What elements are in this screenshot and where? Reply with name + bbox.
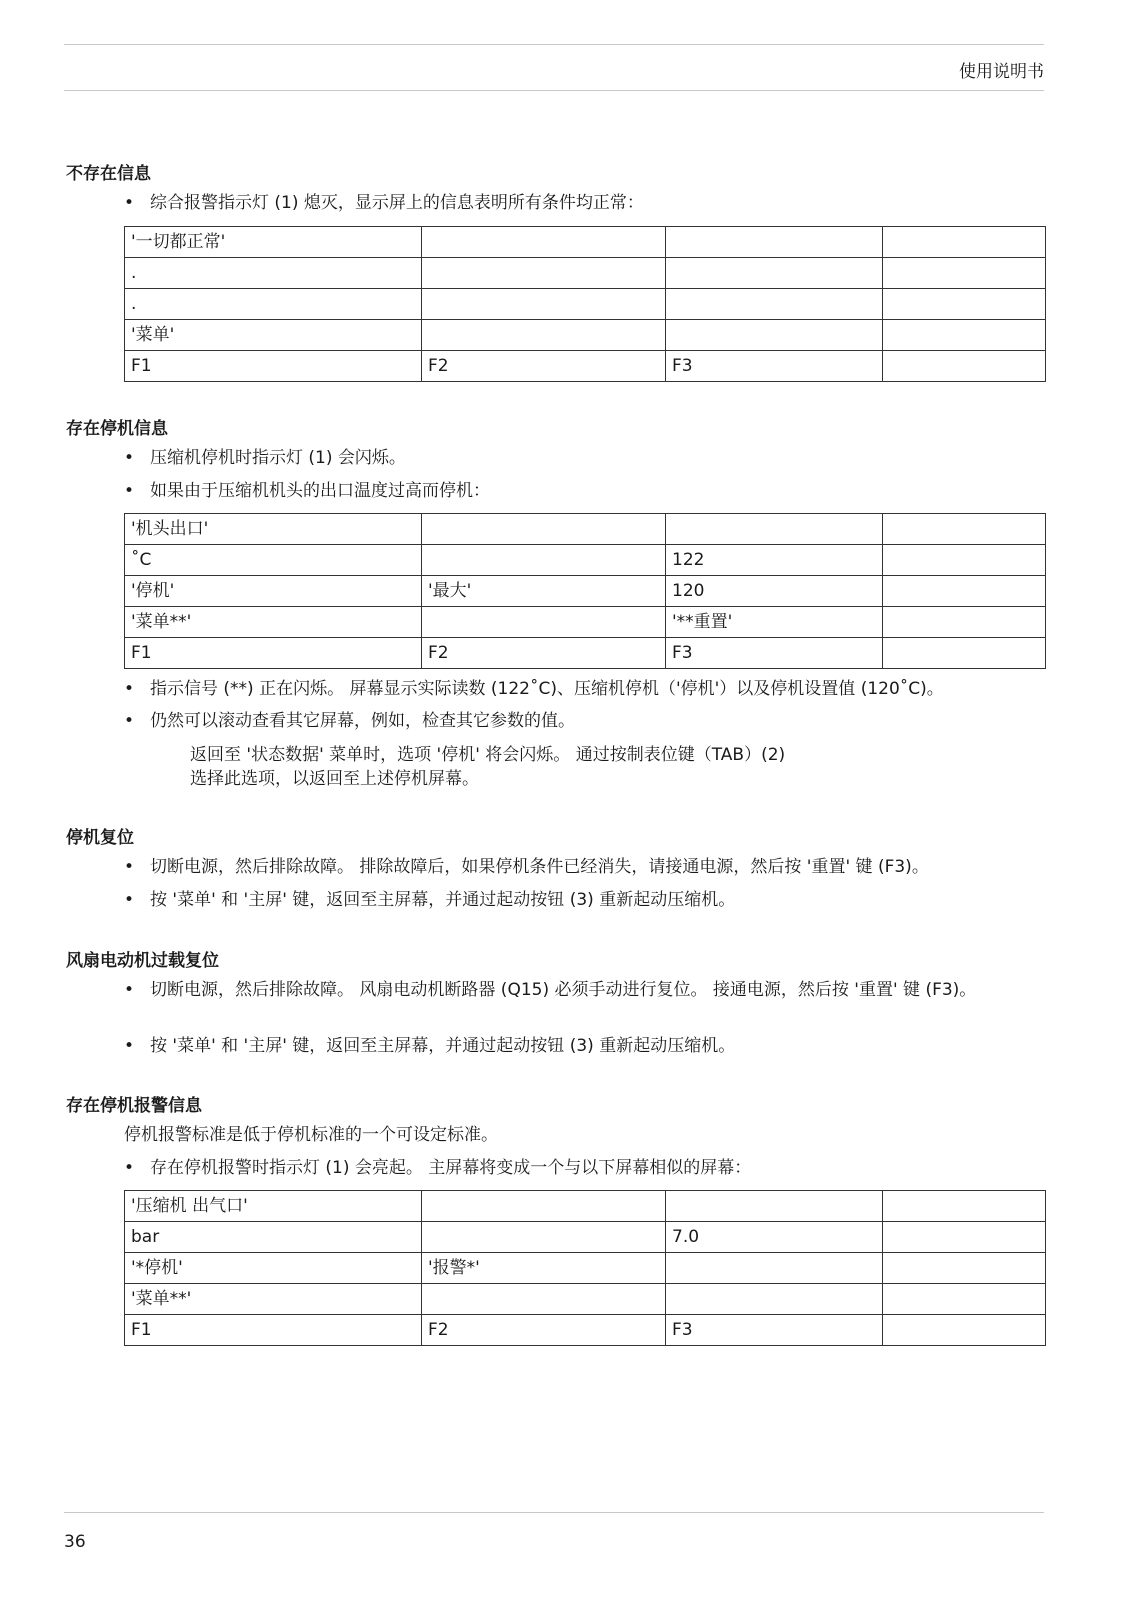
table-cell: F2 — [422, 638, 666, 669]
section-heading-no-messages: 不存在信息 — [66, 164, 151, 184]
table-cell — [422, 258, 666, 289]
table-cell: F2 — [422, 1315, 666, 1346]
table-row — [125, 576, 1046, 607]
table-row — [125, 1284, 1046, 1315]
table-row — [125, 1191, 1046, 1222]
bullet-item: • 按 '菜单' 和 '主屏' 键，返回至主屏幕，并通过起动按钮 (3) 重新起动压缩机。 — [150, 888, 1040, 912]
table-row — [125, 258, 1046, 289]
table-cell — [883, 576, 1046, 607]
table-cell: '菜单' — [125, 320, 422, 351]
table-cell: 120 — [666, 576, 883, 607]
table-row — [125, 351, 1046, 382]
table-cell — [883, 289, 1046, 320]
table-cell — [422, 545, 666, 576]
table-cell: '压缩机 出气口' — [125, 1191, 422, 1222]
page-number: 36 — [64, 1532, 86, 1552]
table-cell — [422, 607, 666, 638]
table-cell: F3 — [666, 1315, 883, 1346]
table-cell — [422, 1222, 666, 1253]
table-cell — [883, 320, 1046, 351]
table-cell — [883, 1315, 1046, 1346]
section-heading-shutdown-reset: 停机复位 — [66, 828, 134, 848]
table-row — [125, 227, 1046, 258]
table-cell: '**重置' — [666, 607, 883, 638]
table-cell: F3 — [666, 638, 883, 669]
table-cell — [422, 227, 666, 258]
bullet-item: • 压缩机停机时指示灯 (1) 会闪烁。 — [150, 446, 1040, 470]
table-cell: '机头出口' — [125, 514, 422, 545]
bullet-item: • 综合报警指示灯 (1) 熄灭，显示屏上的信息表明所有条件均正常： — [150, 191, 1040, 215]
table-cell — [883, 1222, 1046, 1253]
table-cell — [666, 1253, 883, 1284]
table-row — [125, 1222, 1046, 1253]
table-cell — [883, 1284, 1046, 1315]
footer-rule — [64, 1512, 1044, 1513]
table-cell: F2 — [422, 351, 666, 382]
table-cell: F1 — [125, 351, 422, 382]
note-line: 返回至 '状态数据' 菜单时，选项 '停机' 将会闪烁。 通过按制表位键（TAB）(2) — [190, 745, 786, 765]
table-cell: 7.0 — [666, 1222, 883, 1253]
table-cell — [883, 1253, 1046, 1284]
header-top-rule — [64, 44, 1044, 45]
header-title: 使用说明书 — [959, 62, 1044, 82]
table-cell: . — [125, 289, 422, 320]
bullet-item: • 切断电源，然后排除故障。 风扇电动机断路器 (Q15) 必须手动进行复位。 接通电源，然后按 '重置' 键 (F3)。 — [150, 978, 1040, 1002]
table-cell: F3 — [666, 351, 883, 382]
table-cell — [422, 320, 666, 351]
section-heading-shutdown-warning: 存在停机报警信息 — [66, 1096, 202, 1116]
table-cell — [666, 289, 883, 320]
table-cell: '报警*' — [422, 1253, 666, 1284]
display-table-shutdown — [124, 513, 1046, 669]
table-cell — [883, 514, 1046, 545]
table-cell — [422, 1191, 666, 1222]
table-row — [125, 638, 1046, 669]
section-intro: 停机报警标准是低于停机标准的一个可设定标准。 — [124, 1125, 498, 1145]
table-cell: 122 — [666, 545, 883, 576]
bullet-item: • 按 '菜单' 和 '主屏' 键，返回至主屏幕，并通过起动按钮 (3) 重新起动压缩机。 — [150, 1034, 1040, 1058]
bullet-item: • 存在停机报警时指示灯 (1) 会亮起。 主屏幕将变成一个与以下屏幕相似的屏幕： — [150, 1156, 1040, 1180]
table-cell — [666, 320, 883, 351]
table-cell — [883, 545, 1046, 576]
table-row — [125, 545, 1046, 576]
table-row — [125, 289, 1046, 320]
table-cell — [666, 514, 883, 545]
table-row — [125, 514, 1046, 545]
table-cell — [422, 289, 666, 320]
table-cell — [422, 1284, 666, 1315]
table-cell — [666, 258, 883, 289]
table-cell — [666, 227, 883, 258]
table-cell: F1 — [125, 1315, 422, 1346]
bullet-item: • 切断电源，然后排除故障。 排除故障后，如果停机条件已经消失，请接通电源，然后按 '重置' 键 (F3)。 — [150, 855, 1040, 879]
table-cell: '最大' — [422, 576, 666, 607]
table-cell — [422, 514, 666, 545]
header-bottom-rule — [64, 90, 1044, 91]
table-cell: '一切都正常' — [125, 227, 422, 258]
section-heading-fan-motor-overload-reset: 风扇电动机过载复位 — [66, 951, 219, 971]
bullet-item: • 指示信号 (**) 正在闪烁。 屏幕显示实际读数 (122˚C)、压缩机停机（'停机'）以及停机设置值 (120˚C)。 — [150, 677, 1040, 701]
table-cell: '菜单**' — [125, 607, 422, 638]
display-table-normal — [124, 226, 1046, 382]
table-cell: . — [125, 258, 422, 289]
table-row — [125, 1253, 1046, 1284]
note-line: 选择此选项，以返回至上述停机屏幕。 — [190, 769, 479, 789]
table-cell: ˚C — [125, 545, 422, 576]
table-cell — [666, 1191, 883, 1222]
table-row — [125, 320, 1046, 351]
section-heading-shutdown: 存在停机信息 — [66, 419, 168, 439]
table-cell — [883, 638, 1046, 669]
table-cell — [883, 351, 1046, 382]
table-cell — [883, 227, 1046, 258]
bullet-item: • 如果由于压缩机机头的出口温度过高而停机： — [150, 479, 1040, 503]
table-cell — [883, 258, 1046, 289]
display-table-shutdown-warning — [124, 1190, 1046, 1346]
table-row — [125, 1315, 1046, 1346]
table-row — [125, 607, 1046, 638]
table-cell: '菜单**' — [125, 1284, 422, 1315]
table-cell: F1 — [125, 638, 422, 669]
bullet-item: • 仍然可以滚动查看其它屏幕，例如，检查其它参数的值。 — [150, 709, 1040, 733]
table-cell — [666, 1284, 883, 1315]
table-cell — [883, 1191, 1046, 1222]
table-cell: '*停机' — [125, 1253, 422, 1284]
table-cell — [883, 607, 1046, 638]
table-cell: bar — [125, 1222, 422, 1253]
table-cell: '停机' — [125, 576, 422, 607]
